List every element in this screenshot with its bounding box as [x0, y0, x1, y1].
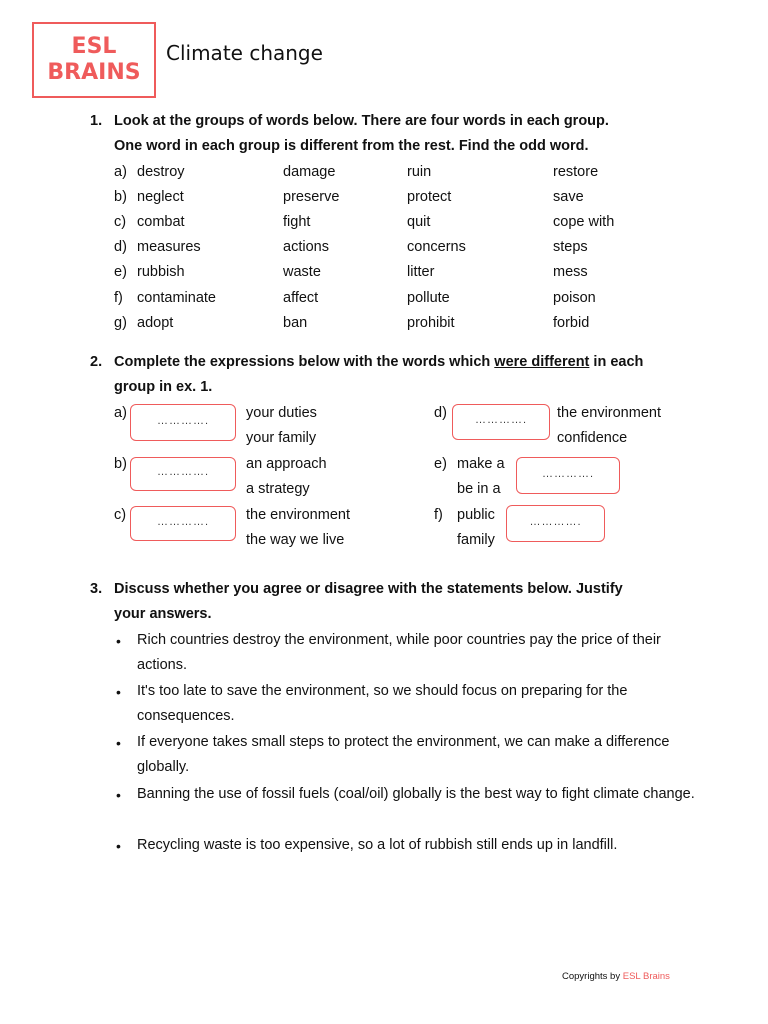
- exercise-2-line-1: [114, 350, 694, 375]
- copyright-prefix: Copyrights by: [562, 971, 621, 982]
- word: restore: [553, 164, 599, 180]
- word: neglect: [137, 189, 184, 205]
- exercise-1-line-2: One word in each group is different from the rest. Find the odd word.: [114, 138, 589, 154]
- word: steps: [553, 239, 588, 255]
- item-b-line-1: an approach: [246, 456, 327, 472]
- exercise-2-instructions: [114, 350, 694, 400]
- word: poison: [553, 290, 596, 306]
- word: mess: [553, 264, 588, 280]
- word-group-row: [114, 164, 714, 189]
- esl-brains-logo: [32, 22, 156, 98]
- word: pollute: [407, 290, 450, 306]
- answer-box-b[interactable]: ………….: [130, 457, 236, 491]
- bullet-icon: •: [116, 838, 121, 854]
- item-b-line-2: a strategy: [246, 481, 310, 497]
- word: litter: [407, 264, 435, 280]
- item-b-letter: b): [114, 456, 127, 472]
- row-letter: d): [114, 239, 127, 255]
- word: actions: [283, 239, 329, 255]
- row-letter: a): [114, 164, 127, 180]
- statement: Banning the use of fossil fuels (coal/oil) globally is the best way to fight climate change.: [137, 786, 695, 802]
- logo-line-2: BRAINS: [47, 60, 141, 85]
- exercise-3-line-2: your answers.: [114, 606, 212, 622]
- exercise-1-number: 1.: [90, 113, 103, 129]
- word-group-row: [114, 264, 714, 289]
- item-d-letter: d): [434, 405, 447, 421]
- answer-box-e[interactable]: ………….: [516, 457, 620, 494]
- word-group-row: [114, 239, 714, 264]
- bullet-icon: •: [116, 787, 121, 803]
- statement: If everyone takes small steps to protect the environment, we can make a difference globally.: [137, 734, 670, 775]
- bullet-icon: •: [116, 633, 121, 649]
- exercise-3-instructions: [114, 577, 694, 627]
- item-e-line-2: be in a: [457, 481, 501, 497]
- word: save: [553, 189, 584, 205]
- word: prohibit: [407, 315, 455, 331]
- item-c-letter: c): [114, 507, 127, 523]
- answer-box-f[interactable]: ………….: [506, 505, 605, 542]
- exercise-1-line-1: Look at the groups of words below. There are four words in each group.: [114, 113, 609, 129]
- item-a-letter: a): [114, 405, 127, 421]
- word-group-row: [114, 315, 714, 340]
- word: forbid: [553, 315, 590, 331]
- item-c-line-1: the environment: [246, 507, 350, 523]
- word: fight: [283, 214, 311, 230]
- row-letter: b): [114, 189, 127, 205]
- word: damage: [283, 164, 336, 180]
- word: adopt: [137, 315, 174, 331]
- bullet-icon: •: [116, 735, 121, 751]
- exercise-2-line-2: group in ex. 1.: [114, 379, 213, 395]
- item-f-line-2: family: [457, 532, 495, 548]
- item-f-line-1: public: [457, 507, 495, 523]
- item-c-line-2: the way we live: [246, 532, 345, 548]
- word: ruin: [407, 164, 432, 180]
- exercise-2-number: 2.: [90, 354, 103, 370]
- row-letter: e): [114, 264, 127, 280]
- item-f-letter: f): [434, 507, 443, 523]
- word-group-row: [114, 189, 714, 214]
- word: waste: [283, 264, 321, 280]
- word: quit: [407, 214, 431, 230]
- underlined-text: were different: [494, 354, 590, 370]
- statement: Recycling waste is too expensive, so a lot of rubbish still ends up in landfill.: [137, 837, 618, 853]
- word: protect: [407, 189, 452, 205]
- word: affect: [283, 290, 319, 306]
- exercise-1-instructions: [114, 109, 694, 159]
- word: combat: [137, 214, 185, 230]
- word: preserve: [283, 189, 340, 205]
- exercise-3-line-1: Discuss whether you agree or disagree with the statements below. Justify: [114, 581, 623, 597]
- answer-box-a[interactable]: ………….: [130, 404, 236, 441]
- item-d-line-2: confidence: [557, 430, 628, 446]
- copyright-footer: [562, 971, 670, 982]
- item-e-letter: e): [434, 456, 447, 472]
- item-a-line-1: your duties: [246, 405, 317, 421]
- bullet-icon: •: [116, 684, 121, 700]
- item-a-line-2: your family: [246, 430, 317, 446]
- exercise-3-number: 3.: [90, 581, 103, 597]
- row-letter: c): [114, 214, 127, 230]
- word: rubbish: [137, 264, 185, 280]
- word: destroy: [137, 164, 185, 180]
- instruction-text: in each: [589, 354, 644, 370]
- word: concerns: [407, 239, 466, 255]
- logo-line-1: ESL: [71, 34, 117, 59]
- word: ban: [283, 315, 308, 331]
- copyright-brand: ESL Brains: [622, 971, 670, 982]
- item-d-line-1: the environment: [557, 405, 661, 421]
- item-e-line-1: make a: [457, 456, 505, 472]
- word: contaminate: [137, 290, 216, 306]
- instruction-text: Complete the expressions below with the words which: [114, 354, 495, 370]
- word: cope with: [553, 214, 615, 230]
- page-title: Climate change: [166, 41, 323, 65]
- word-group-row: [114, 214, 714, 239]
- answer-box-d[interactable]: ………….: [452, 404, 550, 440]
- word: measures: [137, 239, 201, 255]
- row-letter: f): [114, 290, 123, 306]
- statement: It's too late to save the environment, so we should focus on preparing for the consequences.: [137, 683, 628, 724]
- row-letter: g): [114, 315, 127, 331]
- statement: Rich countries destroy the environment, while poor countries pay the price of their actions.: [137, 632, 661, 673]
- word-group-row: [114, 290, 714, 315]
- answer-box-c[interactable]: ………….: [130, 506, 236, 541]
